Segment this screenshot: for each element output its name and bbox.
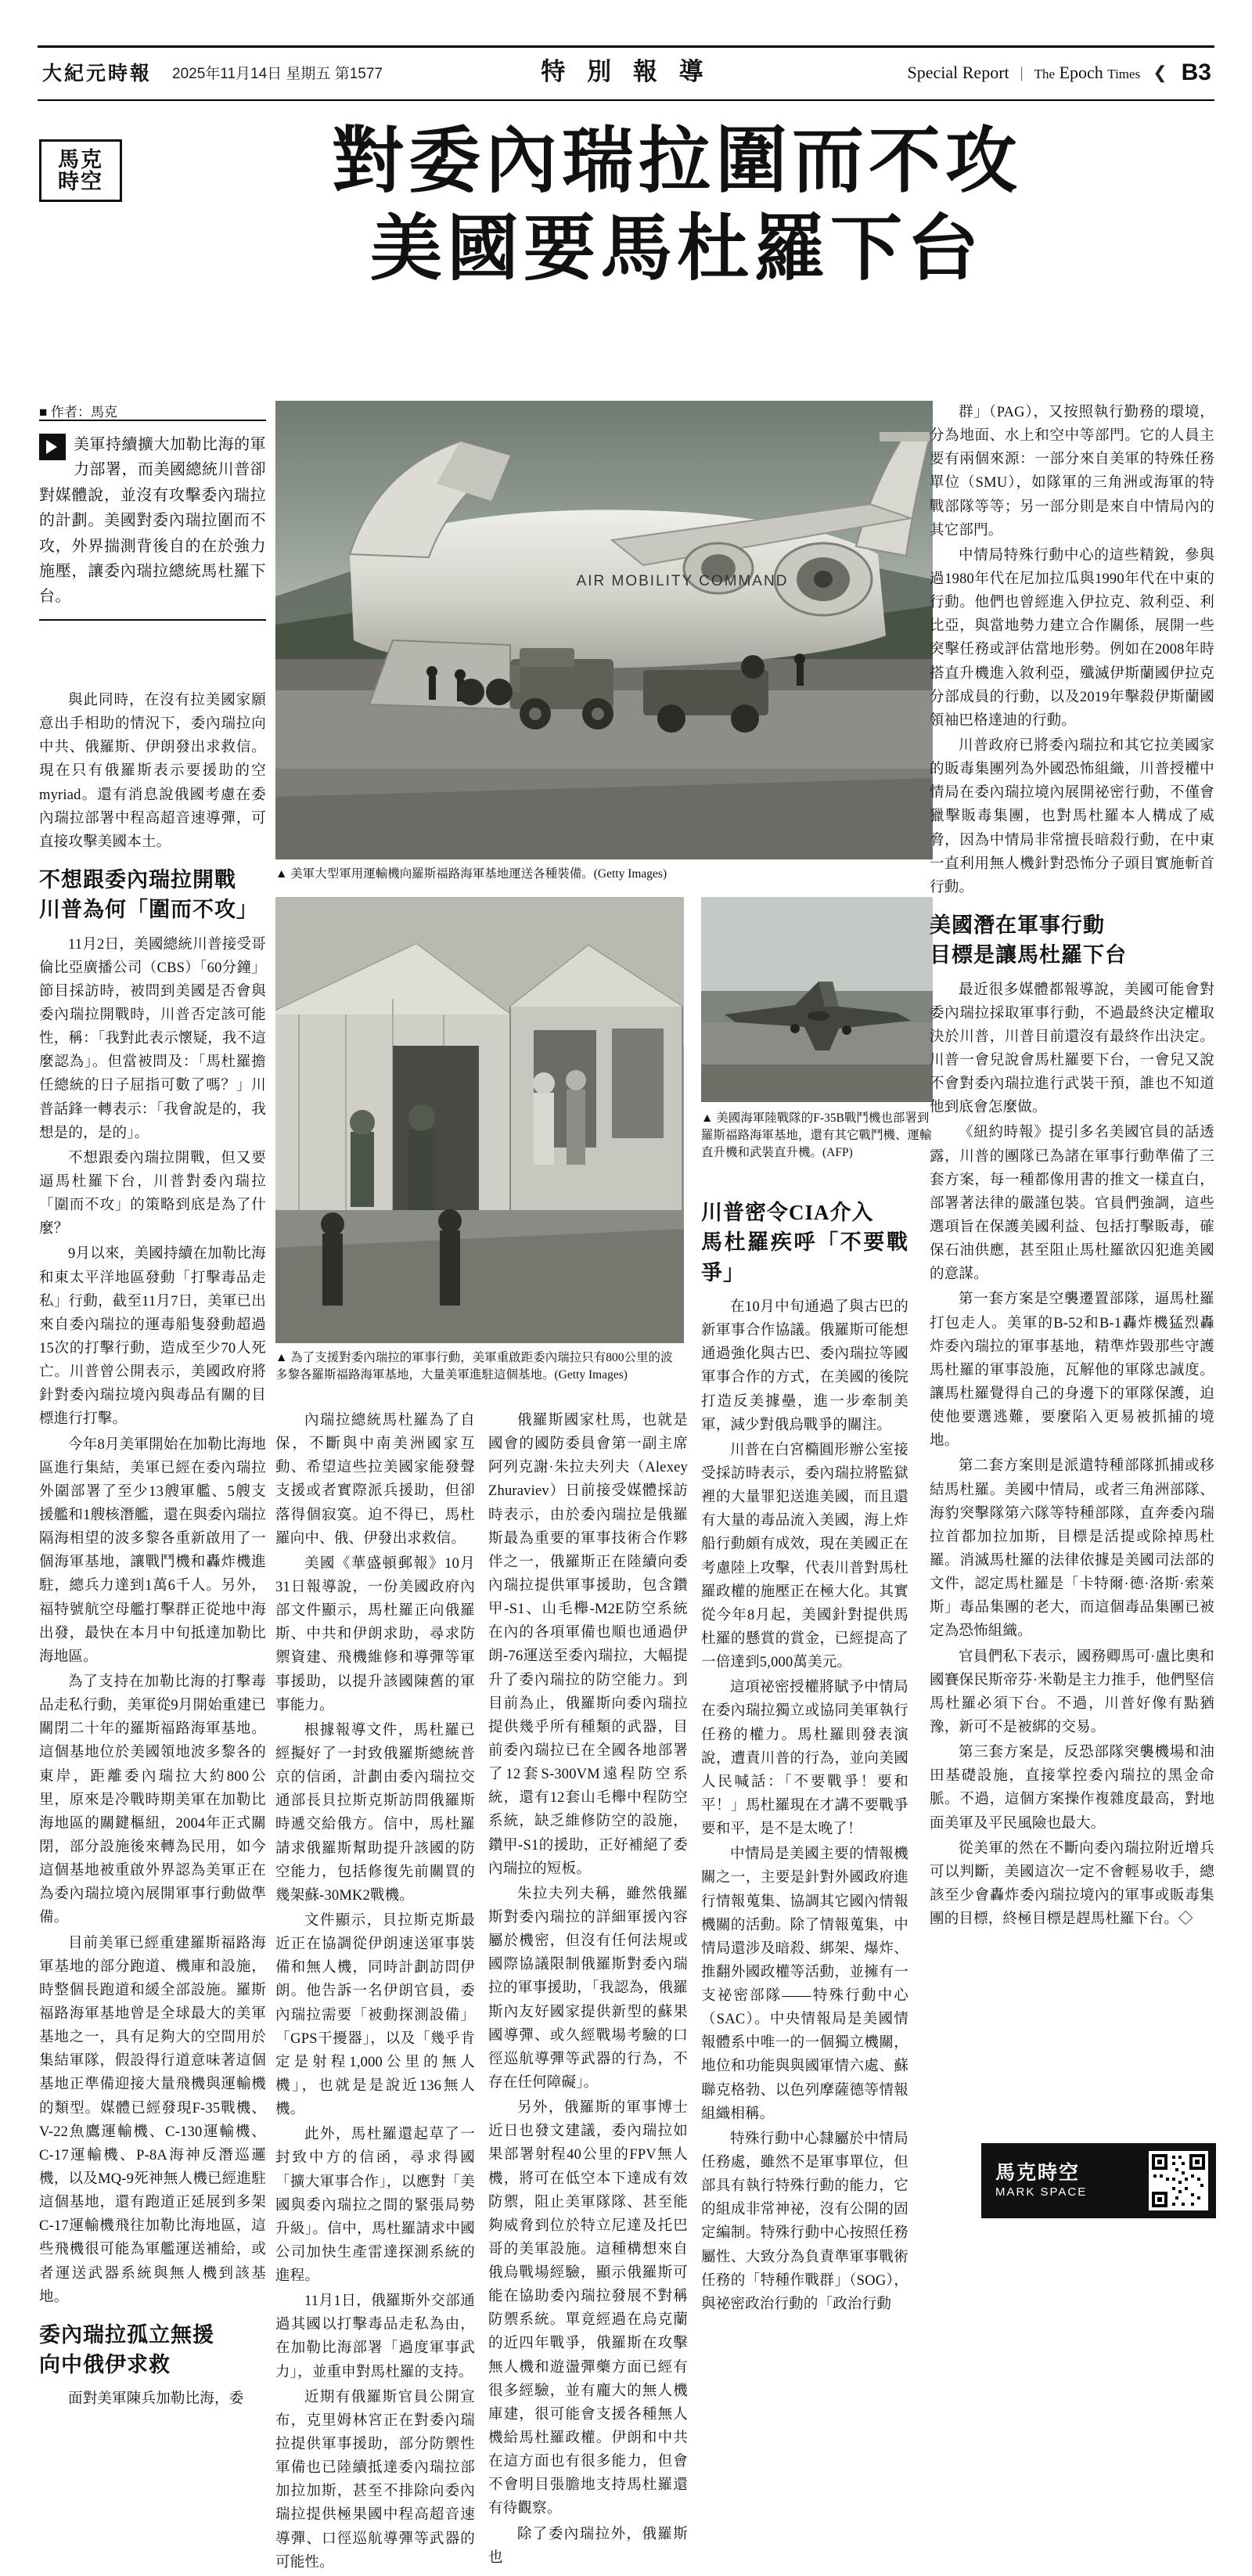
paragraph: 特殊行動中心隸屬於中情局任務處，雖然不是軍事單位，但部具有執行特殊行動的能力，它的組成非常神祕，沒有公開的固定編制。特殊行動中心按照任務屬性、大致分為負責準軍事戰術任務的「特種作戰群」（SOG），與祕密政治行動的「政治行動 — [701, 2131, 908, 2312]
masthead-separator: | — [1020, 63, 1024, 81]
lead-paragraph: 美軍持續擴大加勒比海的軍力部署，而美國總統川普卻對媒體說，並沒有攻擊委內瑞拉的計劃。美國對委內瑞拉圍而不攻，外界揣測背後自的在於強力施壓，讓委內瑞拉總統馬杜羅下台。 — [39, 436, 266, 606]
paragraph: 中情局是美國主要的情報機關之一，主要是針對外國政府進行情報蒐集、協調其它國內情報機關的活動。除了情報蒐集，中情局還涉及暗殺、綁架、爆炸、推翻外國政權等活動，並擁有一支祕密部隊——特殊行動中心（SAC）。中央情報局是美國情報體系中唯一的一個獨立機關，地位和功能與與國軍情六處、蘇聯克格勃、以色列摩薩德等情報組織相稱。 — [701, 1846, 908, 2122]
photo-f35b-graphic — [701, 897, 933, 1102]
brand-name — [1034, 63, 1141, 83]
subheading-line1: 委內瑞拉孤立無援 — [39, 2322, 214, 2347]
page-number: B3 — [1181, 59, 1211, 85]
paragraph: 川普政府已將委內瑞拉和其它拉美國家的販毒集團列為外國恐怖組織，川普授權中情局在委內瑞拉境內展開祕密行動，不僅會獵擊販毒集團，也對馬杜羅本人構成了威脅，因為中情局非常擅長暗殺行動，在中東一直利用無人機針對恐怖分子頭目實施斬首行動。 — [930, 737, 1214, 895]
masthead-rule-bottom — [38, 99, 1214, 101]
photo-tents-graphic — [275, 897, 684, 1343]
subheading-line2: 川普為何「圍而不攻」 — [39, 898, 258, 922]
subheading — [39, 2320, 266, 2380]
brand-times: Times — [1107, 67, 1141, 81]
subheading — [39, 865, 266, 925]
subheading-line2: 馬杜羅疾呼「不要戰爭」 — [701, 1230, 908, 1284]
paragraph: 官員們私下表示，國務卿馬可·盧比奧和國賽保民斯帝芬·米勒是主力推手，他們堅信馬杜羅必須下台。不過，川普好像有點猶豫，新可不是被綁的交易。 — [930, 1648, 1214, 1735]
paragraph: 除了委內瑞拉外，俄羅斯也 — [488, 2526, 688, 2566]
headline-line-1: 對委內瑞拉圍而不攻 — [331, 121, 1022, 201]
subheading-line1: 美國潛在軍事行動 — [930, 913, 1105, 937]
column-footer-logo — [981, 2143, 1216, 2218]
paragraph: 目前美軍已經重建羅斯福路海軍基地的部分跑道、機庫和設施，時整個長跑道和緩全部設施。羅斯福路海軍基地曾是全球最大的美軍基地之一，具有足夠大的空間用於集結軍隊，假設得行道意味著這個基地正準備迎接大量飛機與運輸機的類型。媒體已經發現F-35戰機、V-22魚鷹運輸機、C-130運輸機、C-17運輸機、P-8A海神反潛巡邏機，以及MQ-9死神無人機已經進駐這個基地，還有跑道正延展到多架C-17運輸機飛往加勒比海地區，這些飛機很可能為軍艦運送補給，或者運送武器系統與無人機到該基地。 — [39, 1935, 266, 2305]
paragraph: 川普在白宮橢圓形辦公室接受採訪時表示，委內瑞拉將監獄裡的大量罪犯送進美國，而且還有大量的毒品流入美國，海上炸船行動頗有成效，現在美國正在考慮陸上攻擊，代表川普對馬杜羅政權的施壓正在極大化。其實從今年8月起，美國針對提供馬杜羅的懸賞的賞金，已經提高了一倍達到5,000萬美元。 — [701, 1442, 908, 1671]
paragraph: 11月2日，美國總統川普接受哥倫比亞廣播公司（CBS）「60分鐘」節目採訪時，被問到美國是否會與委內瑞拉開戰時，川普否定該可能性，稱：「我對此表示懷疑，我不這麼認為」。但當被問及：「馬杜羅擔任總統的日子屈指可數了嗎？」川普話鋒一轉表示：「我會說是的，我想是的，是的」。 — [39, 936, 266, 1141]
publication-logo: 大紀元時報 — [42, 63, 153, 85]
chevron-left-icon: ❮ — [1153, 63, 1167, 82]
masthead-right — [908, 59, 1212, 86]
paragraph: 近期有俄羅斯官員公開宣布，克里姆林宮正在對委內瑞拉提供軍事援助，部分防禦性軍備也已陸續抵達委內瑞拉部加拉加斯，甚至不排除向委內瑞拉提供極果國中程高超音速導彈、口徑巡航導彈等武器的可能性。 — [275, 2389, 475, 2571]
paragraph: 根據報導文件，馬杜羅已經擬好了一封致俄羅斯總統普京的信函，計劃由委內瑞拉交通部長貝拉斯克斯訪問俄羅斯時遞交給俄方。信中，馬杜羅請求俄羅斯幫助提升該國的防空能力，包括修復先前關買的幾架蘇-30MK2戰機。 — [275, 1722, 475, 1904]
paragraph: 為了支持在加勒比海的打擊毒品走私行動，美軍從9月開始重建已關閉二十年的羅斯福路海軍基地。這個基地位於美國領地波多黎各的東岸，距離委內瑞拉大約800公里，原來是冷戰時期美軍在加勒比海地區的關鍵樞紐，2004年正式關閉，部分設施後來轉為民用，如今這個基地被重啟外界認為美軍正在為委內瑞拉境內展開軍事行動做準備。 — [39, 1674, 266, 1926]
paragraph: 不想跟委內瑞拉開戰，但又要逼馬杜羅下台，川普對委內瑞拉「圍而不攻」的策略到底是為了什麼？ — [39, 1150, 266, 1238]
text-column-1 — [39, 689, 266, 2413]
photo-tents-caption: ▲ 為了支援對委內瑞拉的軍事行動，美軍重啟距委內瑞拉只有800公里的波多黎各羅斯福路海軍基地，大量美軍進駐這個基地。(Getty Images) — [275, 1351, 673, 1382]
paragraph: 11月1日，俄羅斯外交部通過其國以打擊毒品走私為由，在加勒比海部署「過度軍事武力」，並重申對馬杜羅的支持。 — [275, 2293, 475, 2380]
paragraph: 第二套方案則是派遣特種部隊抓捕或移結馬杜羅。美國中情局，或者三角洲部隊、海豹突擊隊第六隊等特種部隊，直奔委內瑞拉首都加拉加斯，目標是活提或除掉馬杜羅。消滅馬杜羅的法律依據是美國司法部的文件，認定馬杜羅是「卡特爾·德·洛斯·索萊斯」毒品集團的老大，而這個毒品集團已被定為恐怖組織。 — [930, 1458, 1214, 1640]
footer-logo-text — [981, 2162, 1087, 2200]
qr-code-graphic — [1149, 2151, 1208, 2210]
paragraph: 俄羅斯國家杜馬，也就是國會的國防委員會第一副主席阿列克謝·朱拉夫列夫（Alexey Zhuraviev）日前接受媒體採訪時表示，由於委內瑞拉是俄羅斯最為重要的軍事技術合作夥伴之一，俄羅斯正在陸續向委內瑞拉提供軍事援助，包含鑽甲-S1、山毛櫸-M2E防空系統在內的各項軍備也順也通過伊朗-76運送至委內瑞拉，大幅提升了委內瑞拉的防空能力。到目前為止，俄羅斯向委內瑞拉提供幾乎所有種類的武器，目前委內瑞拉已在全國各地部署了12套S-300VM遠程防空系統，還有12套山毛櫸中程防空系統，缺乏維修防空的設施，鑽甲-S1的援助，正好補絕了委內瑞拉的短板。 — [488, 1413, 688, 1877]
paragraph: 這項祕密授權將賦予中情局在委內瑞拉獨立或協同美軍執行任務的權力。馬杜羅則發表演說，遭責川普的行為，並向美國人民喊話：「不要戰爭！要和平！」馬杜羅現在才講不要戰爭要和平，是不是太晚了！ — [701, 1680, 908, 1838]
column-badge-line1: 馬克 — [58, 147, 103, 171]
subheading — [701, 1198, 908, 1288]
brand-the: The — [1034, 67, 1056, 81]
column-badge-line2: 時空 — [58, 170, 103, 193]
paragraph: 《紐約時報》提引多名美國官員的話透露，川普的團隊已為諸在軍事行動準備了三套方案，每一種都像用書的推文一樣直白，部署著法律的嚴謹包裝。官員們強調，這些選項旨在保護美國利益、包括打擊販毒，確保石油供應，甚至阻止馬杜羅欲囚犯進美國的意謀。 — [930, 1125, 1214, 1283]
paragraph: 在10月中旬通過了與古巴的新軍事合作協議。俄羅斯可能想通過強化與古巴、委內瑞拉等國軍事合作的方式，在美國的後院打造反美據壘，進一步牽制美軍，減少對俄烏戰爭的關注。 — [701, 1299, 908, 1433]
paragraph: 群」（PAG），又按照執行勤務的環境，分為地面、水上和空中等部門。它的人員主要有兩個來源：一部分來自美軍的特殊任務單位（SMU），如隊軍的三角洲或海軍的特戰部隊等等；另一部分則是來自中情局內的其它部門。 — [930, 405, 1214, 539]
headline-line-2: 美國要馬杜羅下台 — [369, 209, 984, 290]
arrow-icon — [39, 434, 66, 460]
lead-paragraph-box — [39, 420, 266, 621]
section-title-cn: 特 別 報 導 — [541, 58, 711, 85]
text-column-5 — [930, 401, 1214, 1933]
photo-f35b — [701, 897, 933, 1102]
subheading-line2: 向中俄伊求救 — [39, 2353, 171, 2377]
column-badge — [39, 139, 122, 202]
masthead-rule-top — [38, 45, 1214, 48]
byline: ■ 作者：馬克 — [39, 405, 117, 420]
brand-epoch: Epoch — [1059, 63, 1103, 82]
paragraph: 面對美軍陳兵加勒比海，委 — [68, 2391, 244, 2408]
subheading-line1: 不想跟委內瑞拉開戰 — [39, 867, 236, 892]
paragraph: 第三套方案是，反恐部隊突襲機場和油田基礎設施，直接掌控委內瑞拉的黑金命脈。不過，這個方案操作複雜度最高，對地面美軍及平民風險也最大。 — [930, 1745, 1214, 1832]
photo-cargo-plane-graphic — [275, 401, 933, 859]
photo-f35b-caption: ▲ 美國海軍陸戰隊的F-35B戰鬥機也部署到羅斯福路海軍基地，還有其它戰鬥機、運輸直升機和武裝直升機。(AFP) — [701, 1111, 932, 1159]
paragraph: 中情局特殊行動中心的這些精銳，參與過1980年代在尼加拉瓜與1990年代在中東的行動。他們也曾經進入伊拉克、敘利亞、利比亞，與當地勢力建立合作關係，展開一些突擊任務或評估當地形勢。例如在2008年時搭直升機進入敘利亞，殲滅伊斯蘭國伊拉克分部成員的行動，以及2019年擊殺伊斯蘭國領袖巴格達迪的行動。 — [930, 547, 1214, 729]
page-title — [133, 117, 1221, 293]
paragraph: 文件顯示，貝拉斯克斯最近正在協調從伊朗速送軍事裝備和無人機，同時計劃訪問伊朗。他告訴一名伊朗官員，委內瑞拉需要「被動探測設備」「GPS干擾器」，以及「幾乎肯定是射程1,000公里的無人機」，也就是是說近136無人機。 — [275, 1912, 475, 2118]
svg-text:AIR MOBILITY COMMAND: AIR MOBILITY COMMAND — [576, 573, 789, 589]
photo-tents — [275, 897, 684, 1343]
paragraph: 另外，俄羅斯的軍事博士近日也發文建議，委內瑞拉如果部署射程40公里的FPV無人機，將可在低空本下達成有效防禦，阻止美軍隊隊、甚至能夠威脅到位於特立尼達及托巴哥的美軍設施。這種構想來自俄烏戰場經驗，顯示俄羅斯可能在協助委內瑞拉發展不對稱防禦系統。單竟經過在烏克蘭的近四年戰爭，俄羅斯在攻擊無人機和遊盪彈藥方面已經有很多經驗，並有龐大的無人機庫建，很可能會支援各種無人機給馬杜羅政權。伊朗和中共在這方面也有很多能力，但會不會明目張膽地支持馬杜羅還有待觀察。 — [488, 2100, 688, 2517]
paragraph: 內瑞拉總統馬杜羅為了自保，不斷與中南美洲國家互動、希望這些拉美國家能發聲支援或者實際派兵援助，但卻落得個寂寞。迫不得已，馬杜羅向中、俄、伊發出求救信。 — [275, 1413, 475, 1547]
text-column-2 — [275, 1409, 475, 2576]
paragraph: 從美軍的然在不斷向委內瑞拉附近增兵可以判斷，美國這次一定不會輕易收手，總該至少會轟炸委內瑞拉境內的軍事或販毒集團的目標，終極目標是趕馬杜羅下台。◇ — [930, 1840, 1214, 1928]
paragraph: 朱拉夫列夫稱，雖然俄羅斯對委內瑞拉的詳細軍援內容屬於機密，但沒有任何法規或國際協議限制俄羅斯對委內瑞拉的軍事援助，「我認為，俄羅斯內友好國家提供新型的蘇果國導彈、或久經戰場考驗的口徑巡航導彈等武器的行為，不存在任何障礙」。 — [488, 1886, 688, 2091]
issue-date: 2025年11月14日 星期五 第1577 — [172, 65, 383, 82]
photo-cargo-plane — [275, 401, 933, 859]
paragraph: 與此同時，在沒有拉美國家願意出手相助的情況下，委內瑞拉向中共、俄羅斯、伊朗發出求救信。現在只有俄羅斯表示要援助的空myriad。還有消息說俄國考慮在委內瑞拉部署中程高超音速導彈，可直接攻擊美國本土。 — [39, 693, 266, 850]
masthead — [38, 45, 1214, 102]
text-column-3 — [488, 1409, 688, 2571]
paragraph: 第一套方案是空襲遷置部隊，逼馬杜羅打包走人。美軍的B-52和B-1轟炸機猛烈轟炸委內瑞拉的軍事基地，精準炸毀那些守護馬杜羅的軍事設施，瓦解他的軍隊忠誠度。讓馬杜羅覺得自己的身邊下的軍隊保護，迫使他要選逃難，要麼陷入更易被抓捕的境地。 — [930, 1292, 1214, 1450]
footer-brand-cn: 馬克時空 — [995, 2162, 1081, 2184]
text-column-4 — [701, 1198, 908, 2318]
subheading-line1: 川普密令CIA介入 — [701, 1201, 874, 1224]
photo-cargo-plane-caption: ▲ 美軍大型軍用運輸機向羅斯福路海軍基地運送各種裝備。(Getty Images) — [275, 867, 667, 881]
paragraph: 美國《華盛頓郵報》10月31日報導說，一份美國政府內部文件顯示，馬杜羅正向俄羅斯、中共和伊朗求助，尋求防禦資建、飛機維修和導彈等軍事援助，以提升該國陳舊的軍事能力。 — [275, 1555, 475, 1713]
paragraph: 9月以來，美國持續在加勒比海和東太平洋地區發動「打擊毒品走私」行動，截至11月7日，美軍已出來自委內瑞拉的運毒船隻發動超過15次的打擊行動，造成至少70人死亡。川普曾公開表示，美國政府將針對委內瑞拉境內與毒品有關的目標進行打擊。 — [39, 1246, 266, 1428]
subheading-line2: 目標是讓馬杜羅下台 — [930, 943, 1127, 967]
paragraph: 最近很多媒體都報導說，美國可能會對委內瑞拉採取軍事行動，不過最終決定權取決於川普，川普目前還沒有最終作出決定。川普一會兒說會馬杜羅要下台，一會兒又說不會對委內瑞拉進行武裝干預，誰也不知道他到底會怎麼做。 — [930, 982, 1214, 1116]
qr-code-icon — [1149, 2151, 1208, 2210]
paragraph: 今年8月美軍開始在加勒比海地區進行集結，美軍已經在委內瑞拉外圍部署了至少13艘軍艦、5艘支援艦和1艘核潛艦，還在與委內瑞拉隔海相望的波多黎各重新啟用了一個海軍基地，讓戰鬥機和轟炸機進駐，總兵力達到1萬6千人。另外，福特號航空母艦打擊群正從地中海出發，最快在本月中旬抵達加勒比海地區。 — [39, 1436, 266, 1665]
subheading — [930, 910, 1214, 971]
section-title-en: Special Report — [907, 63, 1009, 82]
footer-brand-en: MARK SPACE — [995, 2185, 1088, 2200]
paragraph: 此外，馬杜羅還起草了一封致中方的信函，尋求得國「擴大軍事合作」，以應對「美國與委內瑞拉之間的緊張局勢升級」。信中，馬杜羅請求中國公司加快生產雷達探測系統的進程。 — [275, 2127, 475, 2285]
